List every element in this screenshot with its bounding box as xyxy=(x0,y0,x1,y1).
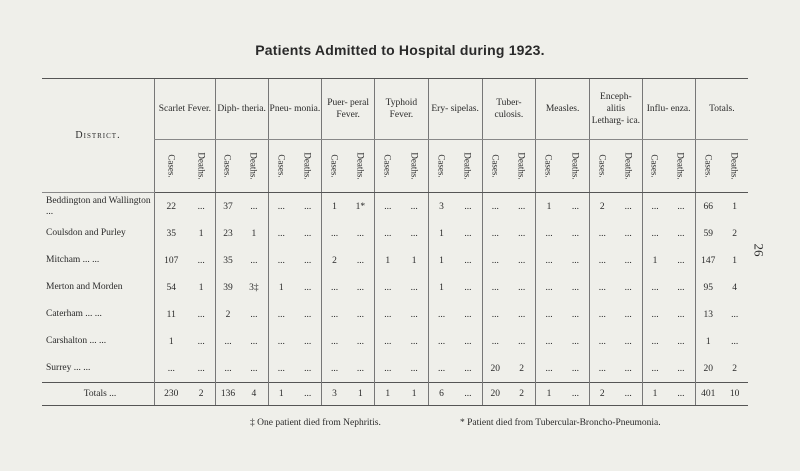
table-cell: ... xyxy=(571,309,579,320)
table-cell: ... xyxy=(268,328,294,355)
totals-label: Totals ... xyxy=(42,383,155,406)
table-cell: 22 xyxy=(155,193,188,221)
table-cell: ... xyxy=(677,282,685,293)
totals-cell: 401 xyxy=(695,383,721,406)
table-cell: ... xyxy=(304,309,312,320)
table-cell: ... xyxy=(410,309,418,320)
table-cell: ... xyxy=(356,309,364,320)
table-cell: ... xyxy=(518,228,526,239)
table-cell: 107 xyxy=(155,247,188,274)
table-cell: ... xyxy=(215,328,240,355)
table-cell: 3‡ xyxy=(249,282,259,293)
deaths-subheader xyxy=(615,140,643,193)
district-name: Coulsdon and Purley xyxy=(46,228,126,238)
table-cell: ... xyxy=(590,301,615,328)
table-cell: ... xyxy=(518,201,526,212)
deaths-label: Deaths. xyxy=(570,151,581,180)
page-title: Patients Admitted to Hospital during 1923. xyxy=(255,42,545,58)
table-cell: ... xyxy=(642,274,667,301)
column-header-measles: Measles. xyxy=(536,79,590,140)
table-cell: 2 xyxy=(590,193,615,221)
table-cell: ... xyxy=(677,336,685,347)
district-name: Mitcham ... ... xyxy=(46,255,100,265)
table-cell: 2 xyxy=(732,363,737,374)
table-cell: ... xyxy=(356,255,364,266)
column-header-typhoid-fever: Typhoid Fever. xyxy=(375,79,429,140)
table-cell: ... xyxy=(571,363,579,374)
table-cell: ... xyxy=(356,228,364,239)
totals-cell: ... xyxy=(667,383,695,406)
totals-cell: 2 xyxy=(508,383,536,406)
table-cell: ... xyxy=(250,309,258,320)
totals-cell: 136 xyxy=(215,383,240,406)
table-cell: 39 xyxy=(215,274,240,301)
table-cell: ... xyxy=(536,247,562,274)
hospital-admissions-table xyxy=(42,78,748,406)
district-name: Surrey ... ... xyxy=(46,363,91,373)
table-cell: ... xyxy=(536,220,562,247)
column-header-diph-theria: Diph- theria. xyxy=(215,79,268,140)
cases-subheader xyxy=(375,140,401,193)
table-cell: ... xyxy=(410,228,418,239)
table-cell: ... xyxy=(304,336,312,347)
table-cell: ... xyxy=(571,228,579,239)
table-cell: ... xyxy=(428,328,454,355)
table-cell: ... xyxy=(464,201,472,212)
cases-label: Cases. xyxy=(597,153,608,178)
district-column-header: District. xyxy=(42,79,155,193)
totals-cell: ... xyxy=(562,383,590,406)
table-cell: ... xyxy=(518,282,526,293)
table-cell: 1 xyxy=(536,193,562,221)
cases-subheader xyxy=(215,140,240,193)
table-cell: ... xyxy=(250,363,258,374)
table-cell: 13 xyxy=(695,301,721,328)
table-cell: ... xyxy=(375,355,401,383)
table-cell: ... xyxy=(590,274,615,301)
table-cell: ... xyxy=(731,336,739,347)
column-header-pneu-monia: Pneu- monia. xyxy=(268,79,322,140)
cases-subheader xyxy=(695,140,721,193)
table-cell: 1 xyxy=(375,247,401,274)
cases-subheader xyxy=(322,140,347,193)
deaths-label: Deaths. xyxy=(302,151,313,180)
table-cell: ... xyxy=(155,355,188,383)
table-cell: 2 xyxy=(732,228,737,239)
deaths-subheader xyxy=(562,140,590,193)
table-cell: 1 xyxy=(198,228,204,239)
table-cell: ... xyxy=(304,282,312,293)
cases-label: Cases. xyxy=(223,153,233,178)
table-cell: ... xyxy=(197,336,205,347)
page-number: 26 xyxy=(751,243,767,257)
table-cell: 1 xyxy=(198,282,204,293)
deaths-label: Deaths. xyxy=(248,151,259,180)
table-cell: ... xyxy=(268,301,294,328)
table-cell: ... xyxy=(410,363,418,374)
table-cell: ... xyxy=(624,255,632,266)
table-cell: 35 xyxy=(215,247,240,274)
cases-label: Cases. xyxy=(436,153,447,178)
table-cell: ... xyxy=(536,301,562,328)
totals-cell: 2 xyxy=(188,383,216,406)
deaths-subheader xyxy=(667,140,695,193)
table-cell: 2 xyxy=(519,363,524,374)
deaths-label: Deaths. xyxy=(675,151,686,180)
cases-label: Cases. xyxy=(490,153,501,178)
table-cell: 1 xyxy=(155,328,188,355)
table-cell: ... xyxy=(268,355,294,383)
table-cell: ... xyxy=(677,363,685,374)
table-cell: 1 xyxy=(411,255,417,266)
table-cell: ... xyxy=(571,282,579,293)
table-cell: ... xyxy=(322,220,347,247)
cases-label: Cases. xyxy=(382,153,393,178)
cases-label: Cases. xyxy=(276,153,287,178)
table-cell: 147 xyxy=(695,247,721,274)
totals-cell: 10 xyxy=(721,383,748,406)
table-cell: ... xyxy=(536,355,562,383)
table-cell: 20 xyxy=(482,355,508,383)
deaths-subheader xyxy=(401,140,429,193)
table-cell: ... xyxy=(482,328,508,355)
table-row xyxy=(42,193,748,221)
cases-subheader xyxy=(482,140,508,193)
table-cell: ... xyxy=(482,301,508,328)
district-name: Carshalton ... ... xyxy=(46,336,107,346)
table-cell: ... xyxy=(482,274,508,301)
table-cell: ... xyxy=(250,201,258,212)
table-cell: ... xyxy=(197,201,205,212)
table-cell: ... xyxy=(571,336,579,347)
column-header-tuber-culosis: Tuber- culosis. xyxy=(482,79,536,140)
table-cell: ... xyxy=(464,336,472,347)
table-cell: ... xyxy=(677,255,685,266)
table-cell: 37 xyxy=(215,193,240,221)
table-cell: ... xyxy=(624,309,632,320)
table-row xyxy=(42,301,748,328)
table-cell: ... xyxy=(375,274,401,301)
table-cell: ... xyxy=(356,282,364,293)
table-cell: 1 xyxy=(695,328,721,355)
table-cell: ... xyxy=(590,220,615,247)
table-cell: ... xyxy=(410,282,418,293)
table-cell: ... xyxy=(356,363,364,374)
table-cell: ... xyxy=(197,255,205,266)
deaths-label: Deaths. xyxy=(623,151,634,180)
totals-cell: 1 xyxy=(401,383,429,406)
totals-cell: 1 xyxy=(642,383,667,406)
table-cell: ... xyxy=(410,201,418,212)
table-cell: ... xyxy=(642,301,667,328)
table-cell: ... xyxy=(482,220,508,247)
table-cell: 1* xyxy=(355,201,366,212)
table-row xyxy=(42,328,748,355)
table-cell: ... xyxy=(304,363,312,374)
table-cell: ... xyxy=(322,301,347,328)
totals-cell: ... xyxy=(615,383,643,406)
table-cell: 59 xyxy=(695,220,721,247)
table-cell: ... xyxy=(518,255,526,266)
totals-cell: 230 xyxy=(155,383,188,406)
table-cell: ... xyxy=(268,220,294,247)
table-cell: ... xyxy=(268,193,294,221)
table-cell: ... xyxy=(250,336,258,347)
table-cell: ... xyxy=(304,255,312,266)
table-cell: ... xyxy=(642,193,667,221)
totals-cell: 4 xyxy=(240,383,268,406)
deaths-subheader xyxy=(294,140,322,193)
table-cell: ... xyxy=(322,274,347,301)
table-cell: ... xyxy=(410,336,418,347)
table-cell: 1 xyxy=(642,247,667,274)
footnote-nephritis: ‡ One patient died from Nephritis. xyxy=(250,418,381,428)
totals-cell: 3 xyxy=(322,383,347,406)
table-cell: ... xyxy=(304,201,312,212)
cases-label: Cases. xyxy=(544,153,554,178)
table-cell: 1 xyxy=(268,274,294,301)
table-cell: ... xyxy=(428,301,454,328)
table-cell: ... xyxy=(428,355,454,383)
deaths-label: Deaths. xyxy=(196,151,207,180)
table-cell: 66 xyxy=(695,193,721,221)
table-cell: ... xyxy=(677,228,685,239)
table-cell: ... xyxy=(197,363,205,374)
table-row xyxy=(42,247,748,274)
deaths-label: Deaths. xyxy=(729,151,740,180)
table-cell: 23 xyxy=(215,220,240,247)
table-cell: 1 xyxy=(428,220,454,247)
table-cell: 1 xyxy=(732,255,737,266)
table-cell: ... xyxy=(375,301,401,328)
table-cell: ... xyxy=(677,309,685,320)
table-cell: ... xyxy=(571,255,579,266)
cases-subheader xyxy=(536,140,562,193)
cases-label: Cases. xyxy=(650,153,660,178)
table-cell: ... xyxy=(590,355,615,383)
table-cell: ... xyxy=(375,193,401,221)
column-header-influ-enza: Influ- enza. xyxy=(642,79,695,140)
table-cell: 54 xyxy=(155,274,188,301)
deaths-subheader xyxy=(508,140,536,193)
table-cell: ... xyxy=(464,309,472,320)
table-cell: ... xyxy=(375,220,401,247)
deaths-subheader xyxy=(347,140,375,193)
table-cell: 20 xyxy=(695,355,721,383)
totals-cell: 1 xyxy=(347,383,375,406)
cases-subheader xyxy=(268,140,294,193)
table-cell: 2 xyxy=(215,301,240,328)
table-row xyxy=(42,355,748,383)
table-row xyxy=(42,274,748,301)
cases-subheader xyxy=(642,140,667,193)
totals-cell: 6 xyxy=(428,383,454,406)
totals-cell: 1 xyxy=(536,383,562,406)
deaths-subheader xyxy=(240,140,268,193)
table-cell: ... xyxy=(304,228,312,239)
totals-cell: ... xyxy=(454,383,482,406)
table-cell: 1 xyxy=(251,228,257,239)
table-cell: ... xyxy=(356,336,364,347)
cases-label: Cases. xyxy=(166,153,177,178)
deaths-label: Deaths. xyxy=(409,151,420,180)
column-header-enceph-alitis-letharg-ica: Enceph- alitis Letharg- ica. xyxy=(590,79,643,140)
table-cell: 1 xyxy=(428,247,454,274)
table-cell: ... xyxy=(464,255,472,266)
table-cell: ... xyxy=(375,328,401,355)
cases-subheader xyxy=(590,140,615,193)
table-cell: ... xyxy=(197,309,205,320)
table-cell: 1 xyxy=(322,193,347,221)
cases-label: Cases. xyxy=(703,153,714,178)
deaths-subheader xyxy=(454,140,482,193)
district-name: Merton and Morden xyxy=(46,282,123,292)
deaths-label: Deaths. xyxy=(516,151,527,180)
table-cell: ... xyxy=(518,309,526,320)
table-cell: ... xyxy=(536,274,562,301)
table-cell: ... xyxy=(590,328,615,355)
table-cell: ... xyxy=(731,309,739,320)
table-cell: 1 xyxy=(732,201,737,212)
table-cell: ... xyxy=(322,328,347,355)
deaths-subheader xyxy=(721,140,748,193)
table-cell: 3 xyxy=(428,193,454,221)
table-cell: ... xyxy=(482,247,508,274)
table-cell: ... xyxy=(215,355,240,383)
table-cell: 35 xyxy=(155,220,188,247)
table-cell: ... xyxy=(624,201,632,212)
district-name: Caterham ... ... xyxy=(46,309,102,319)
column-header-totals: Totals. xyxy=(695,79,748,140)
table-cell: ... xyxy=(464,363,472,374)
totals-cell: 1 xyxy=(375,383,401,406)
column-header-ery-sipelas: Ery- sipelas. xyxy=(428,79,482,140)
cases-label: Cases. xyxy=(329,153,340,178)
table-cell: ... xyxy=(642,220,667,247)
footnote-broncho-pneumonia: * Patient died from Tubercular-Broncho-Pneumonia. xyxy=(460,418,661,428)
table-cell: 2 xyxy=(322,247,347,274)
totals-row xyxy=(42,383,748,406)
totals-cell: 2 xyxy=(590,383,615,406)
table-cell: ... xyxy=(642,355,667,383)
table-cell: ... xyxy=(624,336,632,347)
table-cell: ... xyxy=(322,355,347,383)
table-cell: ... xyxy=(590,247,615,274)
column-header-scarlet-fever: Scarlet Fever. xyxy=(155,79,216,140)
totals-cell: 20 xyxy=(482,383,508,406)
deaths-subheader xyxy=(188,140,216,193)
table-row xyxy=(42,220,748,247)
totals-cell: ... xyxy=(294,383,322,406)
deaths-label: Deaths. xyxy=(355,151,366,180)
table-cell: 1 xyxy=(428,274,454,301)
table-cell: ... xyxy=(482,193,508,221)
cases-subheader xyxy=(428,140,454,193)
table-cell: ... xyxy=(250,255,258,266)
totals-cell: 1 xyxy=(268,383,294,406)
table-cell: ... xyxy=(624,282,632,293)
table-cell: ... xyxy=(268,247,294,274)
table-cell: ... xyxy=(518,336,526,347)
table-cell: 4 xyxy=(732,282,737,293)
table-cell: ... xyxy=(536,328,562,355)
deaths-label: Deaths. xyxy=(462,151,473,180)
table-cell: ... xyxy=(571,201,579,212)
table-cell: ... xyxy=(624,363,632,374)
column-header-puer-peral-fever: Puer- peral Fever. xyxy=(322,79,375,140)
table-cell: 95 xyxy=(695,274,721,301)
table-cell: ... xyxy=(677,201,685,212)
cases-subheader xyxy=(155,140,188,193)
table-cell: ... xyxy=(642,328,667,355)
district-name: Beddington and Wallington ... xyxy=(46,195,151,217)
table-cell: ... xyxy=(624,228,632,239)
table-cell: ... xyxy=(464,228,472,239)
table-cell: 11 xyxy=(155,301,188,328)
table-cell: ... xyxy=(464,282,472,293)
